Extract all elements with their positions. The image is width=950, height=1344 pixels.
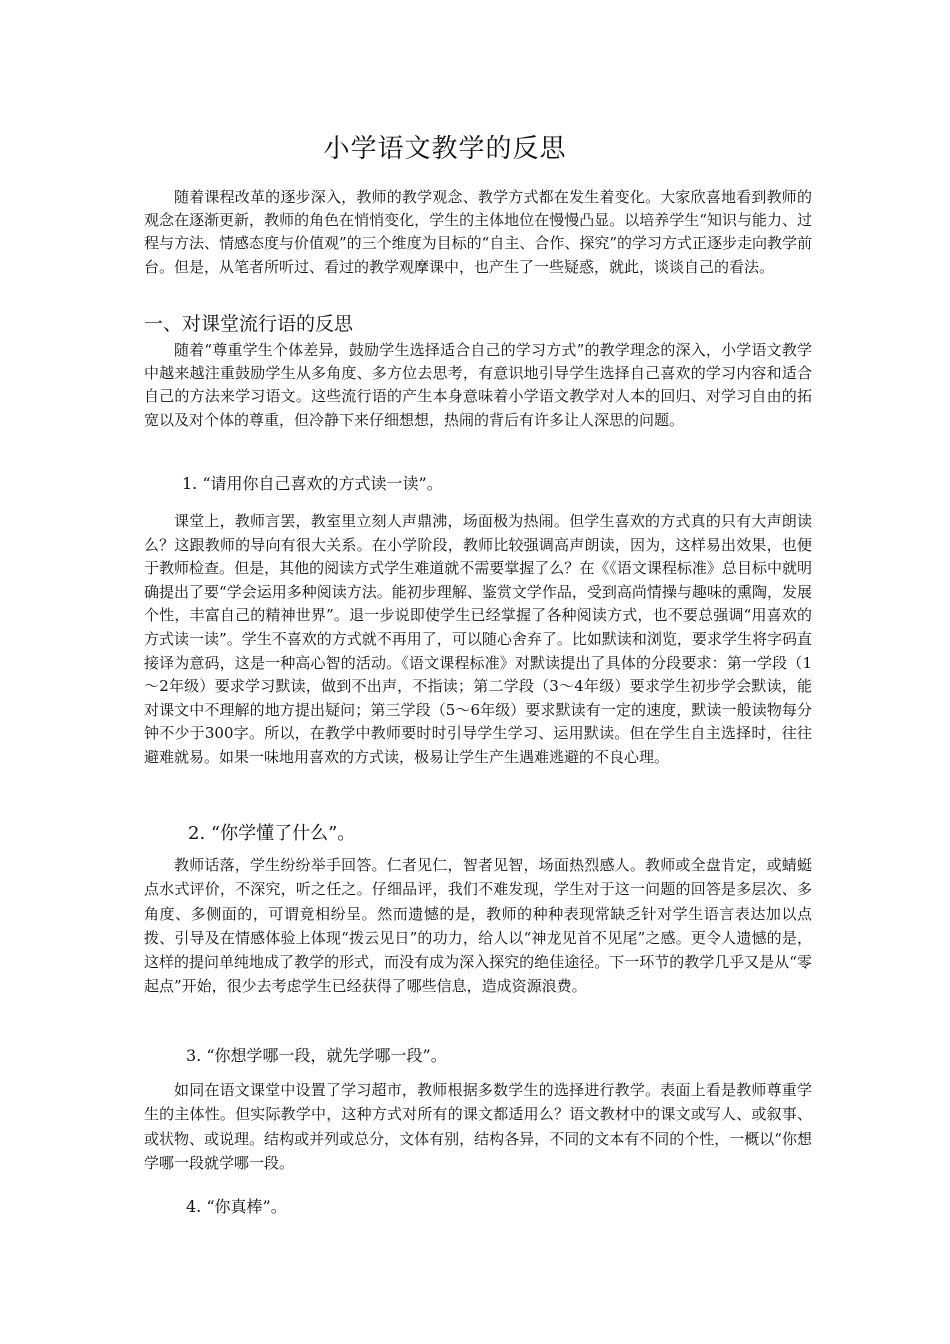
body-paragraph-1: 课堂上，教师言罢，教室里立刻人声鼎沸，场面极为热闹。但学生喜欢的方式真的只有大声朗读么？这跟教师的导向有很大关系。在小学阶段，教师比较强调高声朗读，因为，这样易出效果，也便于教师检查。但是，其他的阅读方式学生难道就不需要掌握了么？在《《语文课程标准》总目标中就明确提出了要“学会运用多种阅读方法。能初步理解、鉴赏文学作品，受到高尚情操与趣味的熏陶，发展个性，丰富自己的精神世界”。退一步说即使学生已经掌握了各种阅读方式，也不要总强调“用喜欢的方式读一读”。学生不喜欢的方式就不再用了，可以随心舍弃了。比如默读和浏览，要求学生将字码直接译为意码，这是一种高心智的活动。《语文课程标准》对默读提出了具体的分段要求：第一学段（1～2年级）要求学习默读，做到不出声，不指读；第二学段（3～4年级）要求学生初步学会默读，能对课文中不理解的地方提出疑问；第三学段（5～6年级）要求默读有一定的速度，默读一般读物每分钟不少于300字。所以，在教学中教师要时时引导学生学习、运用默读。但在学生自主选择时，往往避难就易。如果一味地用喜欢的方式读，极易让学生产生遇难逃避的不良心理。 [144, 512, 812, 766]
body-paragraph-3: 如同在语文课堂中设置了学习超市，教师根据多数学生的选择进行教学。表面上看是教师尊重学生的主体性。但实际教学中，这种方式对所有的课文都适用么？语文教材中的课文或写人、或叙事、或状物、或说理。结构或并列或总分，文体有别，结构各异，不同的文本有不同的个性，一概以“你想学哪一段就学哪一段。 [144, 1081, 812, 1172]
subheading-1: 1. “请用你自己喜欢的方式读一读”。 [182, 474, 443, 493]
section-intro-paragraph: 随着“尊重学生个体差异，鼓励学生选择适合自己的学习方式”的教学理念的深入，小学语文教学中越来越注重鼓励学生从多角度、多方位去思考，有意识地引导学生选择自己喜欢的学习内容和适合自己的方法来学习语文。这些流行语的产生本身意味着小学语文教学对人本的回归、对学习自由的拓宽以及对个体的尊重，但冷静下来仔细想想，热闹的背后有许多让人深思的问题。 [144, 341, 812, 429]
page-title: 小学语文教学的反思 [323, 134, 567, 164]
body-paragraph-2: 教师话落，学生纷纷举手回答。仁者见仁，智者见智，场面热烈感人。教师或全盘肯定，或蜻蜓点水式评价，不深究，听之任之。仔细品评，我们不难发现，学生对于这一问题的回答是多层次、多角度、多侧面的，可谓竟相纷呈。然而遗憾的是，教师的种种表现常缺乏针对学生语言表达加以点拨、引导及在情感体验上体现“拨云见日”的功力，给人以“神龙见首不见尾”之感。更令人遗憾的是，这样的提问单纯地成了教学的形式，而没有成为深入探究的绝佳途径。下一环节的教学几乎又是从“零起点”开始，很少去考虑学生已经获得了哪些信息，造成资源浪费。 [144, 856, 812, 996]
subheading-3: 3. “你想学哪一段，就先学哪一段”。 [186, 1046, 447, 1065]
section-heading: 一、对课堂流行语的反思 [144, 313, 354, 335]
subheading-4: 4. “你真棒”。 [186, 1197, 287, 1216]
intro-paragraph: 随着课程改革的逐步深入，教师的教学观念、教学方式都在发生着变化。大家欣喜地看到教师的观念在逐渐更新，教师的角色在悄悄变化，学生的主体地位在慢慢凸显。以培养学生“知识与能力、过程与方法、情感态度与价值观”的三个维度为目标的“自主、合作、探究”的学习方式正逐步走向教学前台。但是，从笔者所听过、看过的教学观摩课中，也产生了一些疑惑，就此，谈谈自己的看法。 [144, 188, 813, 276]
subheading-2: 2. “你学懂了什么”。 [188, 823, 356, 844]
